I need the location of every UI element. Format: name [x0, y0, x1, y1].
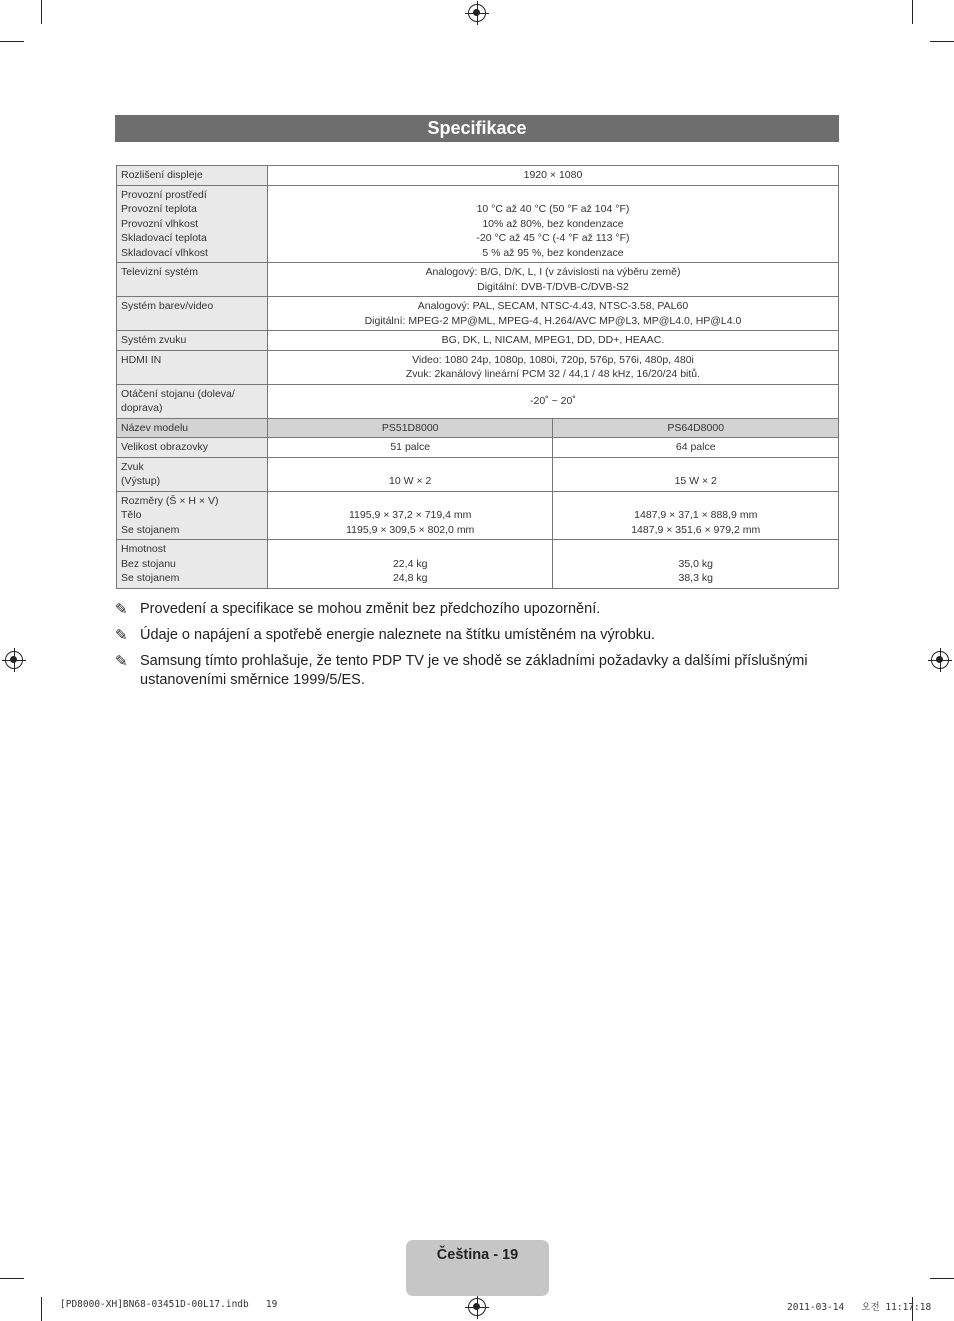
print-file-info: [PD8000-XH]BN68-03451D-00L17.indb 19 — [60, 1299, 278, 1310]
pencil-icon: ✎ — [115, 653, 128, 670]
pencil-icon: ✎ — [115, 627, 128, 644]
cell-line: Zvuk: 2kanálový lineární PCM 32 / 44,1 / 48 kHz, 16/20/24 bitů. — [405, 368, 701, 380]
cell-line: 1487,9 × 351,6 × 979,2 mm — [631, 523, 761, 536]
cell-line: Zvuk — [121, 460, 144, 473]
cell-line: Provozní vlhkost — [121, 217, 199, 230]
spec-row — [117, 263, 839, 297]
crop-mark — [41, 0, 42, 24]
model-spec-row — [117, 491, 839, 540]
spec-value — [267, 297, 838, 331]
spec-label — [117, 438, 268, 458]
crop-mark — [930, 1278, 954, 1279]
cell-line: 64 palce — [675, 441, 716, 453]
note-item — [115, 626, 845, 645]
cell-line: -20 °C až 45 °C (-4 °F až 113 °F) — [476, 232, 630, 244]
model-b-value — [553, 491, 839, 540]
cell-line: Hmotnost — [121, 543, 166, 555]
spec-label — [117, 350, 268, 384]
model-name: PS64D8000 — [553, 418, 839, 438]
cell-line: Digitální: MPEG-2 MP@ML, MPEG-4, H.264/AVC MP@L3, MP@L4.0, HP@L4.0 — [364, 314, 742, 327]
model-a-value — [267, 457, 553, 491]
spec-label — [117, 457, 268, 491]
spec-value — [267, 185, 838, 263]
spec-label — [117, 263, 268, 297]
cell-line: 24,8 kg — [392, 572, 428, 584]
spec-label — [117, 331, 268, 351]
spec-label — [117, 540, 268, 589]
cell-line: Bez stojanu — [121, 557, 176, 570]
registration-mark-icon — [468, 1298, 486, 1316]
cell-line — [557, 542, 834, 557]
note-text: Samsung tímto prohlašuje, že tento PDP TV je ve shodě se základními požadavky a dalšími příslušnými ustanoveními směrnice 1999/5/ES. — [140, 653, 808, 688]
cell-line: Tělo — [121, 509, 142, 521]
cell-line: Provozní prostředí — [121, 188, 207, 201]
note-text: Provedení a specifikace se mohou změnit bez předchozího upozornění. — [140, 601, 601, 617]
crop-mark — [0, 1278, 24, 1279]
spec-row — [117, 384, 839, 418]
cell-line: 15 W × 2 — [674, 475, 717, 487]
spec-value — [267, 350, 838, 384]
page-title: Specifikace — [115, 115, 839, 142]
model-a-value — [267, 491, 553, 540]
model-name: PS51D8000 — [267, 418, 553, 438]
model-spec-row — [117, 438, 839, 458]
page-number-tab — [406, 1240, 549, 1296]
cell-line — [272, 188, 834, 203]
cell-line: 38,3 kg — [678, 572, 713, 584]
cell-line — [272, 494, 549, 509]
cell-line — [272, 460, 549, 475]
model-a-value — [267, 540, 553, 589]
cell-line: Otáčení stojanu (doleva/ — [121, 387, 235, 400]
model-b-value — [553, 457, 839, 491]
model-spec-row — [117, 540, 839, 589]
crop-mark — [912, 0, 913, 24]
spec-label — [117, 166, 268, 186]
cell-line: Se stojanem — [121, 572, 180, 584]
cell-line: Skladovací teplota — [121, 232, 207, 244]
spec-row — [117, 350, 839, 384]
cell-line: 10 °C až 40 °C (50 °F až 104 °F) — [476, 203, 630, 215]
note-item — [115, 652, 845, 690]
cell-line: 1195,9 × 37,2 × 719,4 mm — [349, 509, 472, 521]
page-label: Čeština - 19 — [436, 1247, 519, 1263]
pencil-icon: ✎ — [115, 601, 128, 618]
cell-line — [557, 494, 834, 509]
cell-line: Rozlišení displeje — [121, 169, 203, 181]
cell-line — [272, 542, 549, 557]
spec-label — [117, 185, 268, 263]
model-header-label: Název modelu — [117, 418, 268, 438]
cell-line: Rozměry (Š × H × V) — [121, 494, 219, 507]
note-item — [115, 600, 845, 619]
notes-list — [115, 600, 845, 697]
model-header-row — [117, 418, 839, 438]
model-spec-row — [117, 457, 839, 491]
cell-line: 10% až 80%, bez kondenzace — [482, 217, 624, 230]
cell-line: 10 W × 2 — [389, 475, 432, 487]
cell-line: Skladovací vlhkost — [121, 246, 208, 259]
registration-mark-icon — [931, 651, 949, 669]
spec-row — [117, 185, 839, 263]
spec-value — [267, 384, 838, 418]
spec-value — [267, 331, 838, 351]
cell-line: BG, DK, L, NICAM, MPEG1, DD, DD+, HEAAC. — [441, 334, 665, 346]
spec-table — [116, 165, 839, 589]
cell-line: 1487,9 × 37,1 × 888,9 mm — [634, 509, 758, 521]
model-a-value — [267, 438, 553, 458]
spec-row — [117, 331, 839, 351]
cell-line: 22,4 kg — [392, 557, 428, 570]
cell-line — [557, 460, 834, 475]
cell-line: 1195,9 × 309,5 × 802,0 mm — [346, 523, 475, 536]
cell-line: Velikost obrazovky — [121, 441, 208, 453]
cell-line: 35,0 kg — [678, 557, 713, 570]
cell-line: 1920 × 1080 — [523, 169, 583, 181]
cell-line: Digitální: DVB-T/DVB-C/DVB-S2 — [477, 280, 629, 293]
model-b-value — [553, 438, 839, 458]
cell-line: Systém zvuku — [121, 334, 187, 346]
model-b-value — [553, 540, 839, 589]
cell-line: doprava) — [121, 402, 163, 414]
cell-line: HDMI IN — [121, 353, 162, 366]
cell-line: 5 % až 95 %, bez kondenzace — [482, 246, 624, 259]
cell-line: Analogový: B/G, D/K, L, I (v závislosti na výběru země) — [425, 266, 681, 278]
spec-value — [267, 263, 838, 297]
print-timestamp: 2011-03-14 오전 11:17:18 — [787, 1302, 932, 1313]
cell-line: Video: 1080 24p, 1080p, 1080i, 720p, 576p, 576i, 480p, 480i — [412, 353, 694, 366]
spec-value — [267, 166, 838, 186]
spec-label — [117, 491, 268, 540]
spec-label — [117, 384, 268, 418]
cell-line: Se stojanem — [121, 523, 180, 536]
registration-mark-icon — [468, 4, 486, 22]
cell-line: Televizní systém — [121, 266, 199, 278]
cell-line: Provozní teplota — [121, 203, 197, 215]
cell-line: -20˚ ~ 20˚ — [530, 394, 576, 407]
crop-mark — [0, 41, 24, 42]
note-text: Údaje o napájení a spotřebě energie naleznete na štítku umístěném na výrobku. — [140, 627, 656, 643]
crop-mark — [930, 41, 954, 42]
cell-line: 51 palce — [390, 441, 431, 453]
cell-line: Systém barev/video — [121, 300, 214, 312]
cell-line: Analogový: PAL, SECAM, NTSC-4.43, NTSC-3.58, PAL60 — [417, 300, 689, 312]
crop-mark — [41, 1297, 42, 1321]
spec-row — [117, 297, 839, 331]
spec-label — [117, 297, 268, 331]
registration-mark-icon — [5, 651, 23, 669]
cell-line: (Výstup) — [121, 475, 161, 487]
spec-row — [117, 166, 839, 186]
